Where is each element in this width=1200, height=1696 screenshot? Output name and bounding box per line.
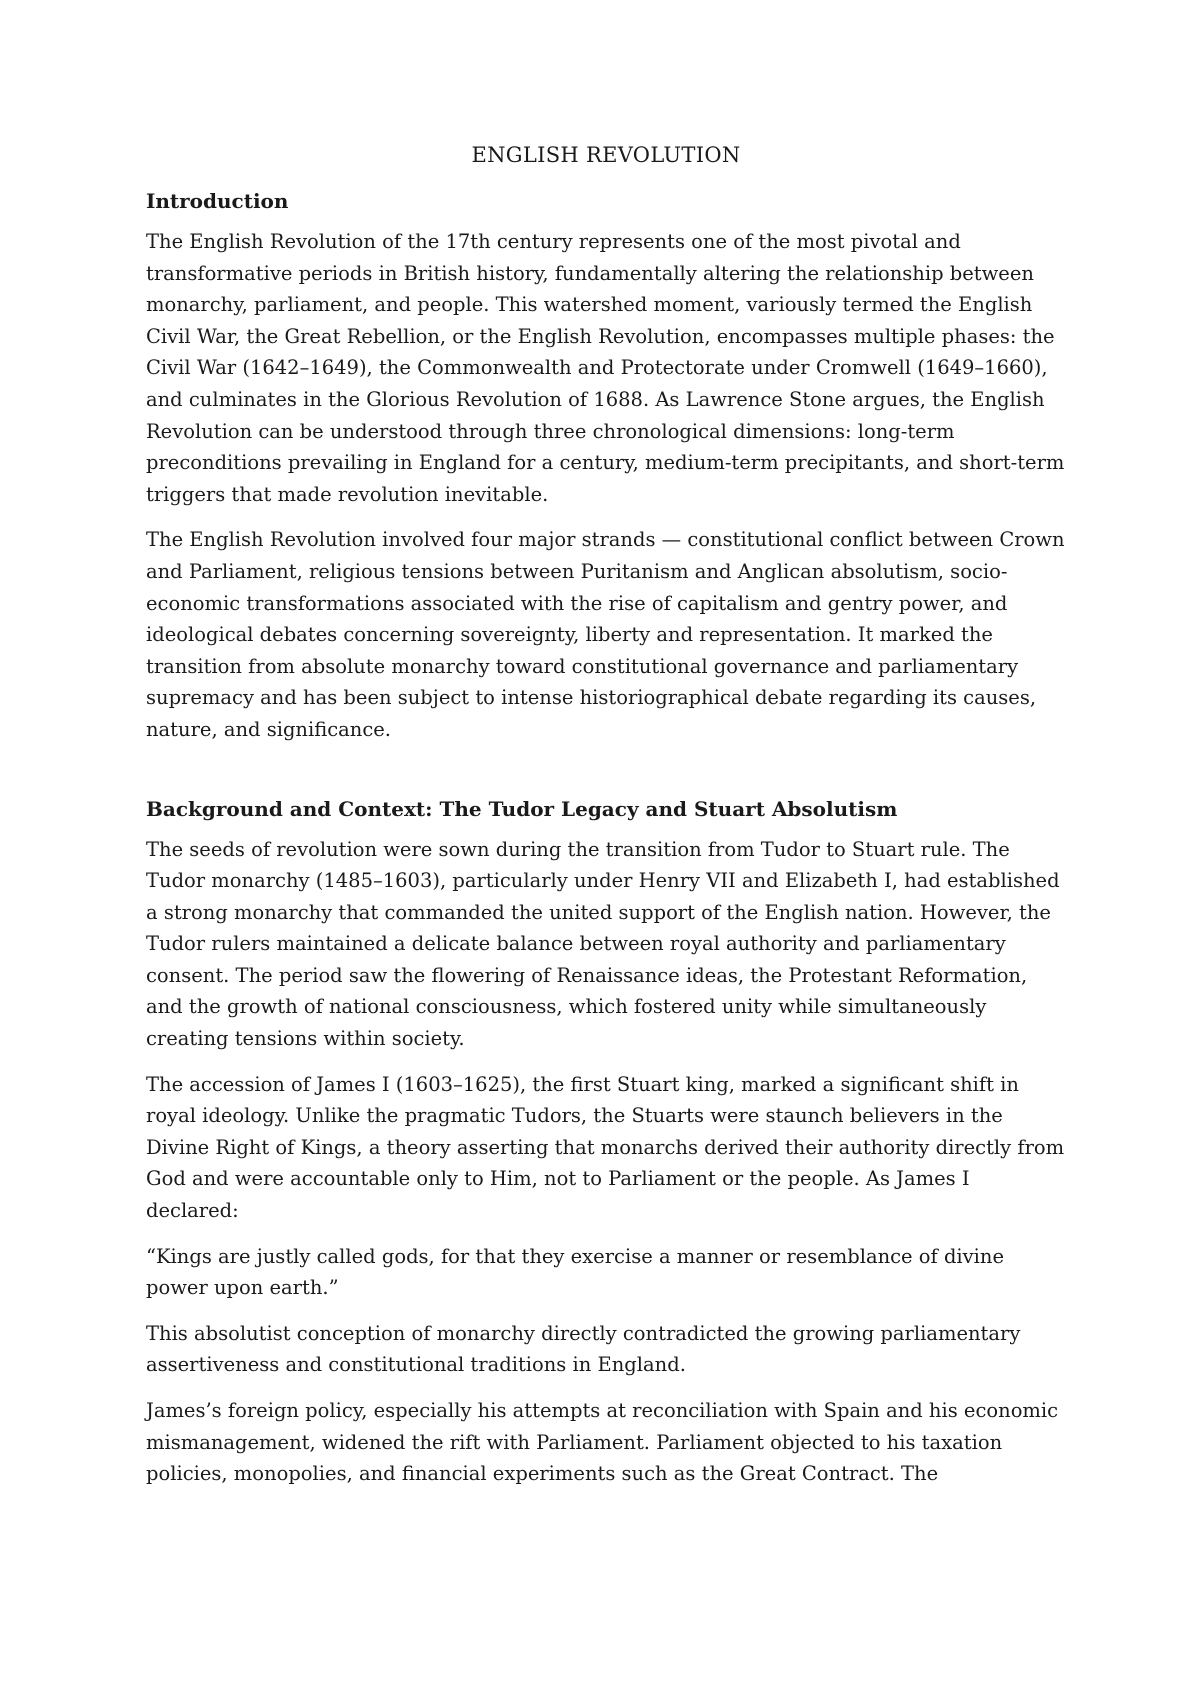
document-title: ENGLISH REVOLUTION: [471, 143, 741, 167]
paragraph: This absolutist conception of monarchy directly contradicted the growing parliamentary assertiveness and constitutional traditions in England.: [146, 1321, 1021, 1377]
document-page: [146, 140, 1066, 1504]
paragraph: The accession of James I (1603–1625), the first Stuart king, marked a significant shift in royal ideology. Unlike the pragmatic Tudors, the Stuarts were staunch believers in the Divine Right of Kings, a theory asserting that monarchs derived their authority directly from God and were accountable only to Him, not to Parliament or the people. As James I declared:: [146, 1072, 1065, 1223]
paragraph: The English Revolution of the 17th century represents one of the most pivotal and transformative periods in British history, fundamentally altering the relationship between monarchy, parliament, and people. This watershed moment, variously termed the English Civil War, the Great Rebellion, or the English Revolution, encompasses multiple phases: the Civil War (1642–1649), the Commonwealth and Protectorate under Cromwell (1649–1660), and culminates in the Glorious Revolution of 1688. As Lawrence Stone argues, the English Revolution can be understood through three chronological dimensions: long-term preconditions prevailing in England for a century, medium-term precipitants, and short-term triggers that made revolution inevitable.: [146, 230, 1065, 506]
paragraph: The seeds of revolution were sown during the transition from Tudor to Stuart rule. The Tudor monarchy (1485–1603), particularly under Henry VII and Elizabeth I, had established a strong monarchy that commanded the united support of the English nation. However, the Tudor rulers maintained a delicate balance between royal authority and parliamentary consent. The period saw the flowering of Renaissance ideas, the Protestant Reformation, and the growth of national consciousness, which fostered unity while simultaneously creating tensions within society.: [146, 837, 1060, 1051]
paragraph: The English Revolution involved four major strands — constitutional conflict between Crown and Parliament, religious tensions between Puritanism and Anglican absolutism, socio-economic transformations associated with the rise of capitalism and gentry power, and ideological debates concerning sovereignty, liberty and representation. It marked the transition from absolute monarchy toward constitutional governance and parliamentary supremacy and has been subject to intense historiographical debate regarding its causes, nature, and significance.: [146, 528, 1065, 741]
section-heading-introduction: Introduction: [146, 189, 289, 213]
section-heading-background: Background and Context: The Tudor Legacy and Stuart Absolutism: [146, 796, 898, 821]
quotation: “Kings are justly called gods, for that they exercise a manner or resemblance of divine power upon earth.”: [146, 1244, 1005, 1300]
paragraph: James’s foreign policy, especially his attempts at reconciliation with Spain and his economic mismanagement, widened the rift with Parliament. Parliament objected to his taxation policies, monopolies, and financial experiments such as the Great Contract. The: [146, 1399, 1059, 1486]
